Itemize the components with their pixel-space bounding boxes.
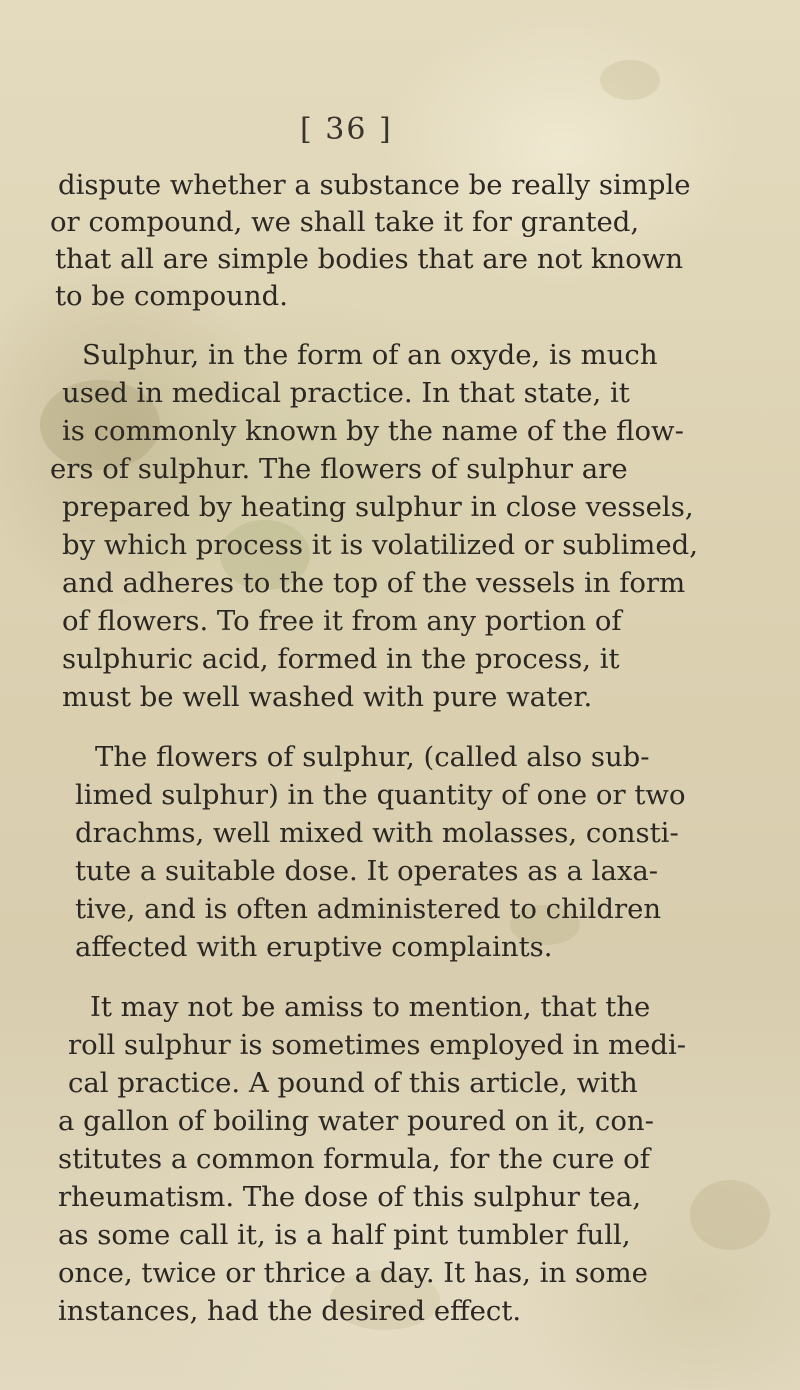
- page-number: [ 36 ]: [300, 112, 393, 147]
- text-line: stitutes a common formula, for the cure of: [58, 1143, 650, 1175]
- text-line: tute a suitable dose. It operates as a laxa-: [75, 855, 659, 887]
- text-line: It may not be amiss to mention, that the: [90, 991, 651, 1023]
- text-line: sulphuric acid, formed in the process, it: [62, 643, 620, 675]
- stain: [690, 1180, 770, 1250]
- text-line: used in medical practice. In that state, it: [62, 377, 630, 409]
- stain: [600, 60, 660, 100]
- text-line: Sulphur, in the form of an oxyde, is much: [82, 339, 658, 371]
- text-line: rheumatism. The dose of this sulphur tea,: [58, 1181, 642, 1213]
- text-line: The flowers of sulphur, (called also sub-: [95, 741, 650, 773]
- text-line: that all are simple bodies that are not known: [55, 243, 684, 275]
- text-line: affected with eruptive complaints.: [75, 931, 553, 963]
- text-line: once, twice or thrice a day. It has, in some: [58, 1257, 648, 1289]
- text-line: cal practice. A pound of this article, with: [68, 1067, 638, 1099]
- text-line: dispute whether a substance be really simple: [58, 169, 691, 201]
- text-line: of flowers. To free it from any portion of: [62, 605, 622, 637]
- text-line: is commonly known by the name of the flow-: [62, 415, 684, 447]
- text-line: as some call it, is a half pint tumbler full,: [58, 1219, 631, 1251]
- text-line: by which process it is volatilized or sublimed,: [62, 529, 698, 561]
- text-line: ers of sulphur. The flowers of sulphur are: [50, 453, 628, 485]
- text-line: to be compound.: [55, 280, 288, 312]
- text-line: drachms, well mixed with molasses, consti-: [75, 817, 679, 849]
- text-line: or compound, we shall take it for granted,: [50, 206, 640, 238]
- text-line: prepared by heating sulphur in close vessels,: [62, 491, 694, 523]
- text-line: tive, and is often administered to children: [75, 893, 662, 925]
- text-line: and adheres to the top of the vessels in form: [62, 567, 686, 599]
- text-line: roll sulphur is sometimes employed in medi-: [68, 1029, 687, 1061]
- text-line: instances, had the desired effect.: [58, 1295, 522, 1327]
- text-line: limed sulphur) in the quantity of one or two: [75, 779, 686, 811]
- text-line: must be well washed with pure water.: [62, 681, 593, 713]
- text-line: a gallon of boiling water poured on it, con-: [58, 1105, 654, 1137]
